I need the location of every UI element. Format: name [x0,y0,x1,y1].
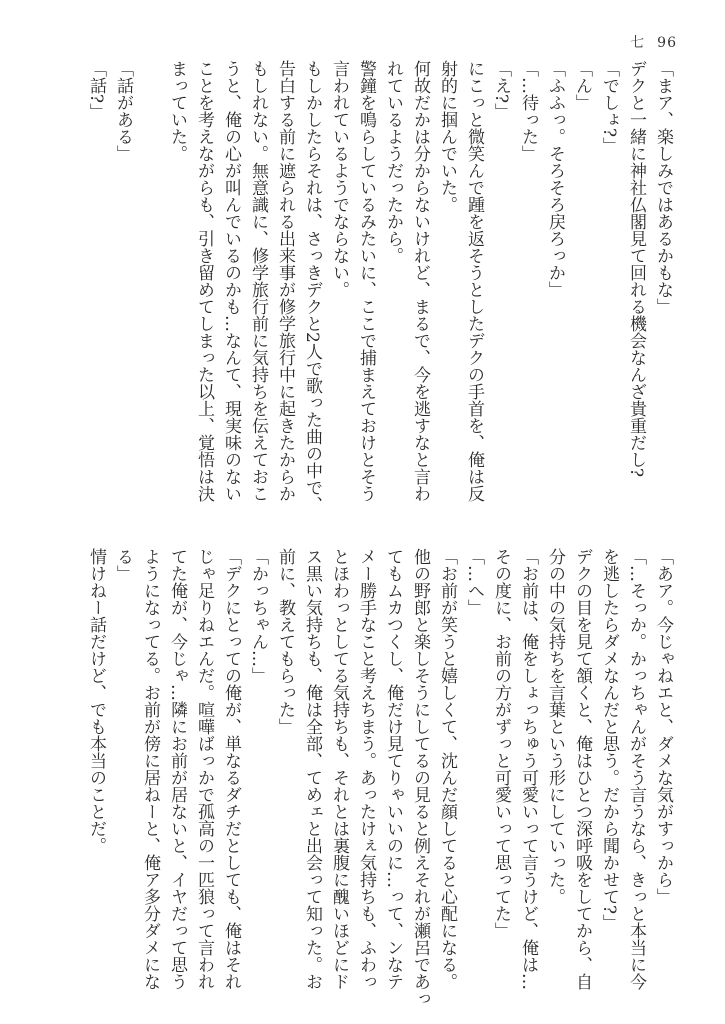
text-line: 「あア。今じゃねエと、ダメな気がすっから」 [653,548,673,905]
text-line [136,60,163,510]
text-line: れているようだったから。 [383,60,403,264]
text-line: 警鐘を鳴らしているみたいに、ここで捕まえておけとそう [356,60,376,502]
text-line: 「お前は、俺をしょっちゅう可愛いって言うけど、俺は… [518,548,538,990]
text-line: 「話がある」 [113,60,133,162]
text-line: デクの目を見て頷くと、俺はひとつ深呼吸をしてから、自 [572,548,592,990]
text-line: ことを考えながらも、引き留めてしまった以上、覚悟は決 [194,60,214,502]
text-line: じゃ足りねエんだ。喧嘩ばっかで孤高の一匹狼って言われ [194,548,214,990]
text-line: もしれない。無意識に、修学旅行前に気持ちを伝えておこ [248,60,268,502]
text-line: 「でしょ?」 [599,60,619,155]
text-line: デクと一緒に神社仏閣見て回れる機会なんざ貴重だし? [626,60,646,478]
text-line: 「まア、楽しみではあるかもな」 [653,60,673,315]
text-line: 他の野郎と楽しそうにしてるの見ると例えそれが瀬呂であっ [410,548,430,1007]
text-line: その度に、お前の方がずっと可愛いって思ってた」 [491,548,511,939]
text-line: 「話?」 [86,60,106,121]
text-line: 言われているようでならない。 [329,60,349,298]
text-line: 射的に掴んでいた。 [437,60,457,213]
text-line: 「…そっか。かっちゃんがそう言うなら、きっと本当に今 [626,548,646,990]
text-line: る」 [113,548,133,582]
text-line: 「ん」 [572,60,592,111]
text-line: 分の中の気持ちを言葉という形にしていった。 [545,548,565,905]
text-line: とほわっとしてる気持ちも、それとは裏腹に醜いほどにド [329,548,349,990]
text-line: を逃したらダメなんだと思う。だから聞かせて?」 [599,548,619,932]
page-header [618,32,677,52]
text-line: 「ふふっ。そろそろ戻ろっか」 [545,60,565,298]
text-line: てた俺が、今じゃ…隣にお前が居ないと、イヤだって思う [167,548,187,990]
text-line: にこっと微笑んで踵を返そうとしたデクの手首を、俺は反 [464,60,484,502]
text-line: 情けねー話だけど、でも本当のことだ。 [86,548,106,854]
text-line: ス黒い気持ちも、俺は全部、てめェと出会って知った。お [302,548,322,990]
text-line: 「…待った」 [518,60,538,162]
text-line: 何故だかは分からないけれど、まるで、今を逃すなと言わ [410,60,430,502]
text-line: 「デクにとっての俺が、単なるダチだとしても、俺はそれ [221,548,241,990]
text-line: メー勝手なこと考えちまう。あったけぇ気持ちも、ふわっ [356,548,376,990]
text-line: 「お前が笑うと嬉しくて、沈んだ顔してると心配になる。 [437,548,457,990]
page-number: 96 [657,35,677,51]
chapter-number: 七 [630,35,646,51]
text-line: うと、俺の心が叫んでいるのかも…なんて、現実味のない [221,60,241,502]
text-line: もしかしたらそれは、さっきデクと2人で歌った曲の中で、 [302,60,322,513]
text-line: 告白する前に遮られる出来事が修学旅行中に起きたからか [275,60,295,502]
text-line: 「え?」 [491,60,511,121]
text-line: まっていた。 [167,60,187,162]
text-line: 「…へ」 [464,548,484,616]
text-line: 「かっちゃん…」 [248,548,268,684]
text-block-bottom [82,548,676,1007]
text-line: てもムカつくし、俺だけ見てりゃいいのに…って、ンなテ [383,548,403,990]
text-block-top [82,60,676,513]
text-line: 前に、教えてもらった」 [275,548,295,735]
text-line: ようになってる。お前が傍に居ねーと、俺ア多分ダメにな [140,548,160,990]
